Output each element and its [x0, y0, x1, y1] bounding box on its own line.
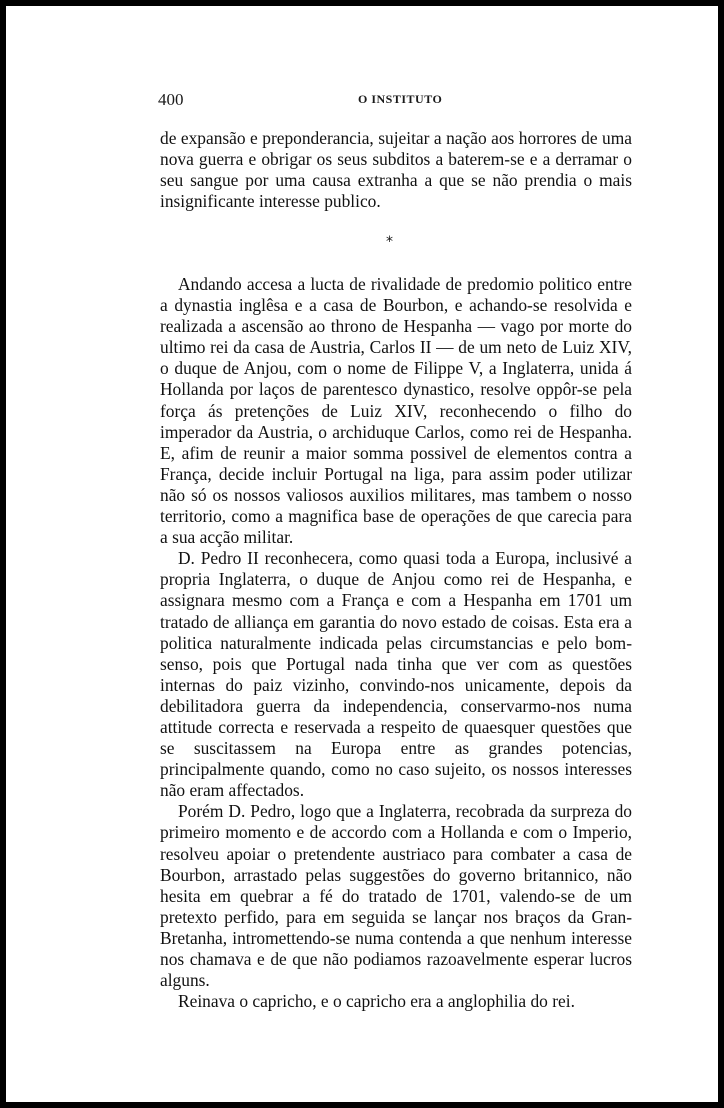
page-header	[158, 90, 633, 114]
page-number: 400	[158, 90, 184, 109]
paragraph: Porém D. Pedro, logo que a Inglaterra, recobrada da surpreza do primeiro momento e de accordo com a Hollanda e com o Imperio, resolveu apoiar o pretendente austriaco para combater a casa de Bourbon, arrastado pelas suggestões do governo britannico, não hesita em quebrar a fé do tratado de 1701, valendo-se de um pretexto perfido, para em seguida se lançar nos braços da Gran-Bretanha, intromettendo-se numa contenda a que nenhum interesse nos chamava e de que não podiamos razoavelmente esperar lucros alguns.	[160, 801, 632, 991]
paragraph: Andando accesa a lucta de rivalidade de predomio politico entre a dynastia inglêsa e a casa de Bourbon, e achando-se resolvida e realizada a ascensão ao throno de Hespanha — vago por morte do ultimo rei da casa de Austria, Carlos II — de um neto de Luiz XIV, o duque de Anjou, com o nome de Filippe V, a Inglaterra, unida á Hollanda por laços de parentesco dynastico, resolve oppôr-se pela força ás pretenções de Luiz XIV, reconhecendo o filho do imperador da Austria, o archiduque Carlos, como rei de Hespanha. E, afim de reunir a maior somma possivel de elementos contra a França, decide incluir Portugal na liga, para assim poder utilizar não só os nossos valiosos auxilios militares, mas tambem o nosso territorio, como a magnifica base de operações de que carecia para a sua acção militar.	[160, 274, 632, 548]
paragraph: Reinava o capricho, e o capricho era a anglophilia do rei.	[178, 991, 575, 1012]
book-page	[6, 6, 718, 1102]
paragraph: D. Pedro II reconhecera, como quasi toda a Europa, inclusivé a propria Inglaterra, o duque de Anjou como rei de Hespanha, e assignara mesmo com a França e com a Hespanha em 1701 um tratado de alliança em garantia do novo estado de coisas. Esta era a politica naturalmente indicada pelas circumstancias e pelo bom-senso, pois que Portugal nada tinha que ver com as questões internas do paiz vizinho, convindo-nos unicamente, depois da debilitadora guerra da independencia, conservarmo-nos numa attitude correcta e reservada a respeito de quaesquer questões que se suscitassem na Europa entre as grandes potencias, principalmente quando, como no caso sujeito, os nossos interesses não eram affectados.	[160, 548, 632, 801]
section-separator: *	[386, 234, 393, 250]
body-text	[160, 274, 632, 1012]
running-head: O INSTITUTO	[358, 92, 443, 106]
intro-paragraph: de expansão e preponderancia, sujeitar a nação aos horrores de uma nova guerra e obrigar os seus subditos a baterem-se e a derramar o seu sangue por uma causa extranha a que se não prendia o mais insignificante interesse publico.	[160, 128, 632, 212]
